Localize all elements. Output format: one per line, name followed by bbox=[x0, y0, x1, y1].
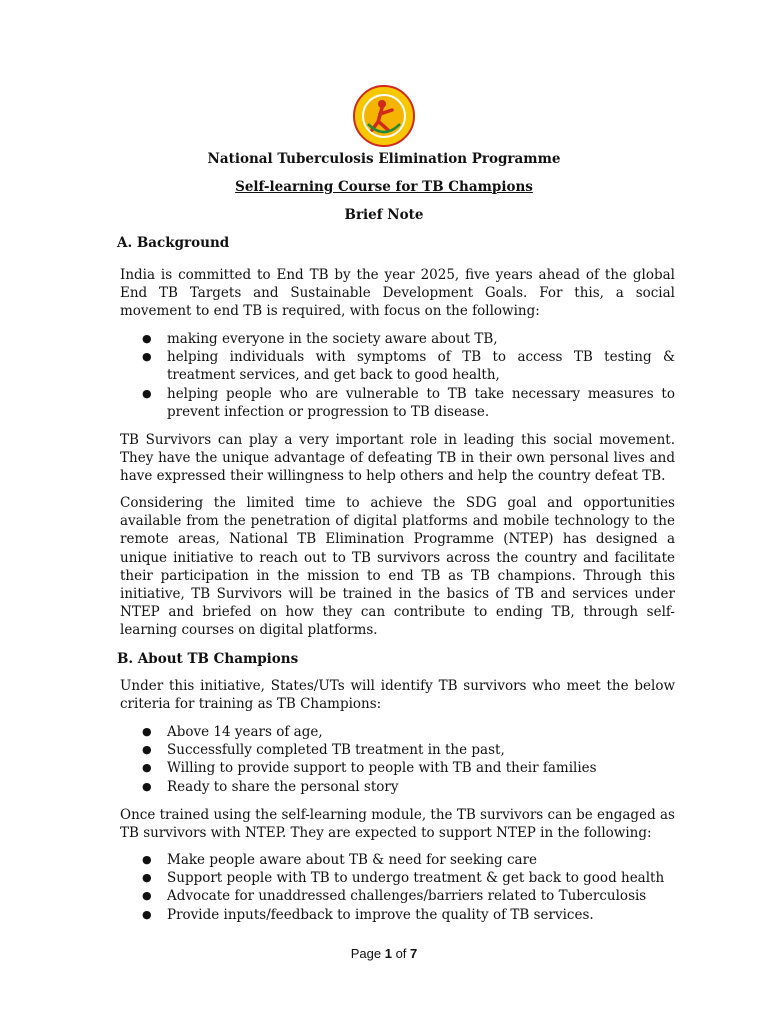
bullet-icon: ● bbox=[142, 743, 152, 757]
bullet-icon: ● bbox=[142, 386, 152, 400]
bullet-icon: ● bbox=[142, 761, 152, 775]
bullet-icon: ● bbox=[142, 907, 152, 921]
background-bullet-list bbox=[120, 330, 675, 421]
list-item: ● helping individuals with symptoms of TB to access TB testing & treatment services, and get back to good health, bbox=[142, 349, 675, 384]
list-item: ● Provide inputs/feedback to improve the quality of TB services. bbox=[142, 906, 594, 923]
current-page: 1 bbox=[384, 946, 392, 961]
org-title: National Tuberculosis Elimination Programme bbox=[207, 151, 561, 167]
bullet-icon: ● bbox=[142, 871, 152, 885]
of-word: of bbox=[395, 946, 407, 961]
ntep-logo-icon bbox=[352, 84, 416, 148]
background-paragraph-2 bbox=[120, 431, 675, 486]
paragraph-text: Considering the limited time to achieve the SDG goal and opportunities available from the penetration of digital platforms and mobile technology to the remote areas, National TB Elimination Programme (NTEP) has designed a unique initiative to reach out to TB survivors across the country and facilitate their participation in the mission to end TB as TB champions. Through this initiative, TB Survivors will be trained in the basics of TB and services under NTEP and briefed on how they can contribute to ending TB, through self-learning courses on digital platforms. bbox=[120, 495, 675, 639]
list-item: ● Above 14 years of age, bbox=[142, 724, 323, 740]
champions-paragraph-2 bbox=[120, 806, 675, 842]
list-item: ● Successfully completed TB treatment in the past, bbox=[142, 742, 505, 759]
background-paragraph-3 bbox=[120, 494, 675, 640]
total-pages: 7 bbox=[410, 946, 418, 961]
section-b-heading: B. About TB Champions bbox=[117, 651, 299, 667]
background-paragraph-1 bbox=[120, 266, 675, 321]
bullet-icon: ● bbox=[142, 779, 152, 793]
bullet-icon: ● bbox=[142, 332, 152, 345]
criteria-bullet-list bbox=[120, 723, 675, 796]
paragraph-text: Once trained using the self-learning module, the TB survivors can be engaged as TB survivors with NTEP. They are expected to support NTEP in the following: bbox=[120, 807, 675, 842]
list-item: ● Support people with TB to undergo treatment & get back to good health bbox=[142, 870, 665, 887]
list-item: ● Make people aware about TB & need for seeking care bbox=[142, 852, 538, 868]
bullet-icon: ● bbox=[142, 853, 152, 866]
champions-paragraph-1 bbox=[120, 677, 675, 713]
page-number bbox=[0, 946, 768, 961]
bullet-icon: ● bbox=[142, 725, 152, 738]
course-title: Self-learning Course for TB Champions bbox=[235, 179, 533, 195]
page-word: Page bbox=[350, 946, 382, 961]
bullet-icon: ● bbox=[142, 350, 152, 364]
paragraph-text: TB Survivors can play a very important role in leading this social movement. They have the unique advantage of defeating TB in their own personal lives and have expressed their willingness to help others and help the country defeat TB. bbox=[120, 432, 675, 485]
bullet-icon: ● bbox=[142, 889, 152, 903]
roles-bullet-list bbox=[120, 851, 675, 924]
list-item: ● Advocate for unaddressed challenges/barriers related to Tuberculosis bbox=[142, 888, 647, 905]
paragraph-text: India is committed to End TB by the year 2025, five years ahead of the global End TB Targets and Sustainable Development Goals. For this, a social movement to end TB is required, with focus on the following: bbox=[120, 267, 675, 320]
list-item: ● helping people who are vulnerable to TB take necessary measures to prevent infection or progression to TB disease. bbox=[142, 385, 675, 420]
paragraph-text: Under this initiative, States/UTs will identify TB survivors who meet the below criteria for training as TB Champions: bbox=[120, 678, 675, 713]
list-item: ● Willing to provide support to people with TB and their families bbox=[142, 760, 597, 777]
doc-type-title: Brief Note bbox=[344, 207, 424, 223]
list-item: ● Ready to share the personal story bbox=[142, 778, 399, 795]
section-a-heading: A. Background bbox=[117, 235, 230, 251]
list-item: ● making everyone in the society aware about TB, bbox=[142, 331, 498, 347]
